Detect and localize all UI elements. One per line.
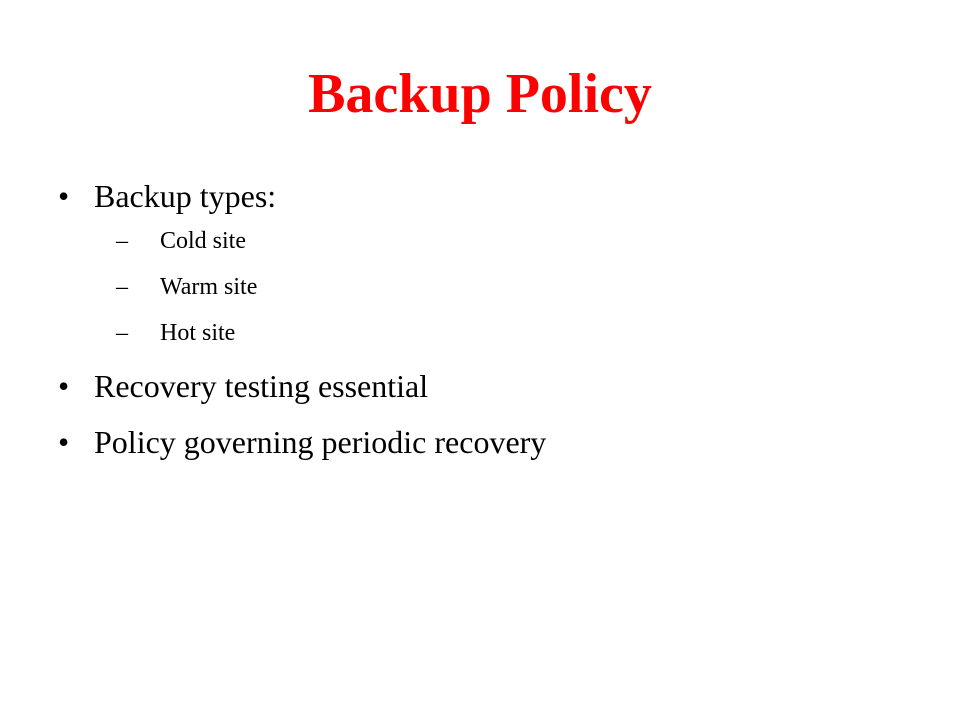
dash-marker: – [116, 228, 128, 254]
sub-item-text: Cold site [160, 228, 247, 254]
bullet-text: Policy governing periodic recovery [94, 424, 547, 460]
bullet-marker: • [58, 424, 70, 460]
sub-item-text: Hot site [160, 320, 236, 346]
sub-item [116, 318, 918, 348]
sub-list [94, 226, 918, 348]
bullet-text: Backup types: [94, 178, 277, 214]
bullet-text: Recovery testing essential [94, 368, 429, 404]
bullet-item [58, 420, 918, 464]
sub-item [116, 272, 918, 302]
bullet-item [58, 364, 918, 408]
sub-item-text: Warm site [160, 274, 258, 300]
dash-marker: – [116, 320, 128, 346]
dash-marker: – [116, 274, 128, 300]
slide-title: Backup Policy [308, 63, 652, 125]
bullet-marker: • [58, 178, 70, 214]
bullet-marker: • [58, 368, 70, 404]
sub-item [116, 226, 918, 256]
bullet-list [58, 174, 918, 476]
bullet-item [58, 174, 918, 348]
